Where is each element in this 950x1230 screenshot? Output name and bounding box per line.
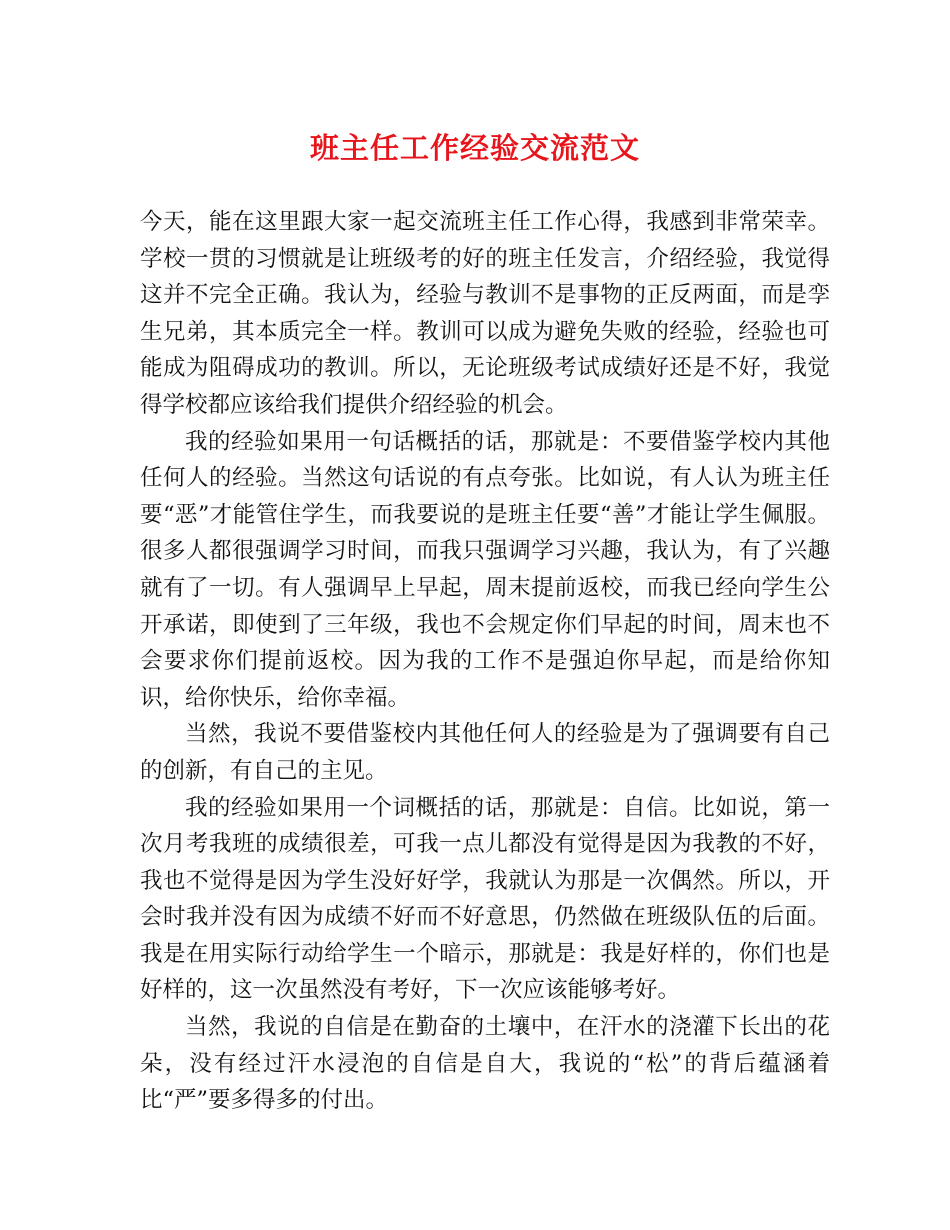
document-title: 班主任工作经验交流范文	[309, 131, 640, 165]
paragraph-2: 我的经验如果用一句话概括的话，那就是：不要借鉴学校内其他任何人的经验。当然这句话说的有点夸张。比如说，有人认为班主任要“恶”才能管住学生，而我要说的是班主任要“善”才能让学生佩服。很多人都很强调学习时间，而我只强调学习兴趣，我认为，有了兴趣就有了一切。有人强调早上早起，周末提前返校，而我已经向学生公开承诺，即使到了三年级，我也不会规定你们早起的时间，周末也不会要求你们提前返校。因为我的工作不是强迫你早起，而是给你知识，给你快乐，给你幸福。	[140, 428, 830, 711]
paragraph-1: 今天，能在这里跟大家一起交流班主任工作心得，我感到非常荣幸。学校一贯的习惯就是让班级考的好的班主任发言，介绍经验，我觉得这并不完全正确。我认为，经验与教训不是事物的正反两面，而是孪生兄弟，其本质完全一样。教训可以成为避免失败的经验，经验也可能成为阻碍成功的教训。所以，无论班级考试成绩好还是不好，我觉得学校都应该给我们提供介绍经验的机会。	[140, 209, 830, 418]
paragraph-3: 当然，我说不要借鉴校内其他任何人的经验是为了强调要有自己的创新，有自己的主见。	[140, 721, 830, 784]
paragraph-5: 当然，我说的自信是在勤奋的土壤中，在汗水的浇灌下长出的花朵，没有经过汗水浸泡的自信是自大，我说的“松”的背后蕴涵着比“严”要多得多的付出。	[140, 1014, 830, 1114]
document-body	[140, 204, 830, 1119]
paragraph-4: 我的经验如果用一个词概括的话，那就是：自信。比如说，第一次月考我班的成绩很差，可我一点儿都没有觉得是因为我教的不好，我也不觉得是因为学生没好好学，我就认为那是一次偶然。所以，开会时我并没有因为成绩不好而不好意思，仍然做在班级队伍的后面。我是在用实际行动给学生一个暗示，那就是：我是好样的，你们也是好样的，这一次虽然没有考好，下一次应该能够考好。	[140, 794, 830, 1004]
